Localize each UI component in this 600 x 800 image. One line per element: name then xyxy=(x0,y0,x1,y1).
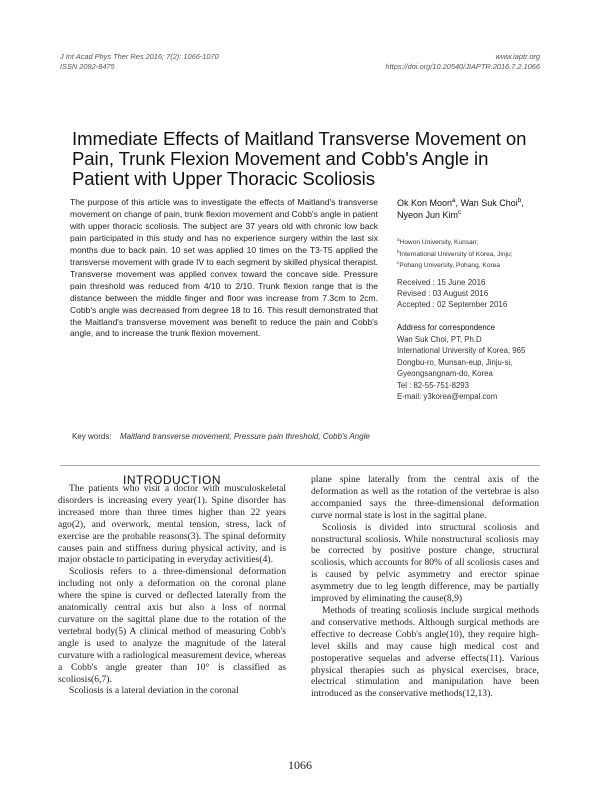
body-paragraph: The patients who visit a doctor with musculoskeletal disorders is increasing every year(1). Spine disorder has increased more than three times higher than 22 years ago(2), and overwork, mental tension, stress, lack of exercise are the probable reasons(3). The spinal deformity causes pain and stiffness during physical activity, and is major obstacle to participating in everyday activities(4). xyxy=(58,483,286,566)
correspondence-name: Wan Suk Choi, PT, Ph.D xyxy=(397,334,482,344)
received-date: Received : 15 June 2016 xyxy=(397,278,486,287)
affiliation-mark: b xyxy=(397,248,400,254)
keywords-text: Maitland transverse movement, Pressure pain threshold, Cobb's Angle xyxy=(120,432,370,441)
correspondence xyxy=(397,322,552,403)
affiliation-text: International University of Korea, Jinju; xyxy=(399,250,513,258)
affiliation-mark: a xyxy=(397,236,400,242)
body-paragraph: Scoliosis is a lateral deviation in the coronal xyxy=(69,685,239,697)
article-dates xyxy=(397,277,552,311)
doi-link[interactable]: https://doi.org/10.20540/JIAPTR.2016.7.2.1066 xyxy=(385,62,540,71)
body-paragraph: plane spine laterally from the central axis of the deformation as well as the rotation of the vertebrae is also accompanied says the three-dimensional deformation curve normal state is lost in the sagittal plane. xyxy=(311,474,539,521)
body-paragraph: Scoliosis refers to a three-dimensional deformation including not only a deformation on the coronal plane where the spine is curved or deflected laterally from the anatomically central axis but also a loss of normal curvature on the sagittal plane due to the rotation of the vertebral body(5) A clinical method of measuring Cobb's angle is used to analyze the magnitude of the lateral curvature with a radiological measurement device, whereas a Cobb's angle greater than 10° is classified as scoliosis(6,7). xyxy=(58,566,286,685)
author-affiliation-mark: b xyxy=(517,197,522,204)
issn: ISSN 2092-8475 xyxy=(60,62,115,71)
accepted-date: Accepted : 02 September 2016 xyxy=(397,300,508,310)
correspondence-tel: Tel : 82-55-751-8293 xyxy=(397,380,469,390)
page-number: 1066 xyxy=(288,758,312,772)
correspondence-address-line: International University of Korea, 965 xyxy=(397,346,526,355)
author-affiliation-mark: a xyxy=(452,197,456,204)
body-column-right xyxy=(311,474,539,700)
body-paragraph: Methods of treating scoliosis include surgical methods and conservative methods. Although surgical methods are effective to decrease Cobb's angle(10), they require high-level skills and may cause high medical cost and postoperative sequelas and adverse effects(11). Various physical therapies such as physical exercises, brace, electrical stimulation and manipulation have been introduced as the conservative methods(12,13). xyxy=(311,604,539,700)
journal-website[interactable]: www.iaptr.org xyxy=(495,52,540,61)
abstract: The purpose of this article was to investigate the effects of Maitland's transverse movement on change of pain, trunk flexion movement and Cobb's angle in patient with upper thoracic scoliosis. The subject are 37 years old with chronic low back pain participated in this study and has no experience surgery within the last six months due to back pain. 10 set was applied 10 times on the T3-T5 applied the transverse movement with grade IV to each segment by skilled physical therapist. Transverse movement was applied convex toward the concave side. Pressure pain threshold was reduced from 4/10 to 2/10. Trunk flexion range that is the distance between the middle finger and floor was increase from 7.3cm to 2cm. Cobb's angle was decreased from degree 18 to 16. This result demonstrated that the Maitland's transverse movement was benefit to reduce the pain and Cobb's angle, and to increase the trunk flexion movement. xyxy=(70,197,378,339)
affiliation-line xyxy=(397,237,552,249)
article-title: Immediate Effects of Maitland Transverse Movement on Pain, Trunk Flexion Movement and Cobb's Angle in Patient with Upper Thoracic Scoliosis xyxy=(72,128,527,190)
author-affiliation-mark: c xyxy=(458,209,462,216)
section-divider xyxy=(60,465,540,466)
affiliation-mark: c xyxy=(397,260,400,265)
affiliation-text: Pohang University, Pohang, Korea xyxy=(399,262,500,270)
correspondence-email[interactable]: E-mail: y3korea@empal.com xyxy=(397,392,498,401)
correspondence-address-line: Dongbu-ro, Munsan-eup, Jinju-si, xyxy=(397,357,513,367)
revised-date: Revised : 03 August 2016 xyxy=(397,289,489,299)
affiliation-text: Howon University, Kunsan; xyxy=(399,239,479,246)
correspondence-address-line: Gyeongsangnam-do, Korea xyxy=(397,369,493,378)
affiliation-line xyxy=(397,260,552,272)
author-name: Nyeon Jun Kim xyxy=(397,210,459,220)
body-paragraph: Scoliosis is divided into structural scoliosis and nonstructural scoliosis. While nonstructural scoliosis may be corrected by positive posture change, structural scoliosis, which accounts for 80% of all scoliosis cases and is caused by pelvic asymmetry and erector spinae asymmetry due to leg length difference, may be partially improved by eliminating the cause(8,9) xyxy=(311,521,539,605)
author-name: Ok Kon Moon xyxy=(397,198,453,208)
correspondence-heading: Address for correspondence xyxy=(397,323,495,332)
body-column-left xyxy=(58,483,286,697)
journal-header-right xyxy=(386,52,541,72)
section-heading-introduction: INTRODUCTION xyxy=(123,473,221,487)
affiliation-line xyxy=(397,249,552,261)
author-list: Ok Kon Moon$^a$, Wan Suk Choi$^b$, Nyeon Jun Kim$^c$ xyxy=(397,197,524,220)
keywords-label: Key words: xyxy=(72,432,112,441)
journal-citation: J Int Acad Phys Ther Res 2016; 7(2): 1066-1070 xyxy=(60,52,219,61)
affiliations xyxy=(397,237,552,272)
author-name: Wan Suk Choi xyxy=(460,198,518,208)
journal-header-left xyxy=(60,52,219,72)
